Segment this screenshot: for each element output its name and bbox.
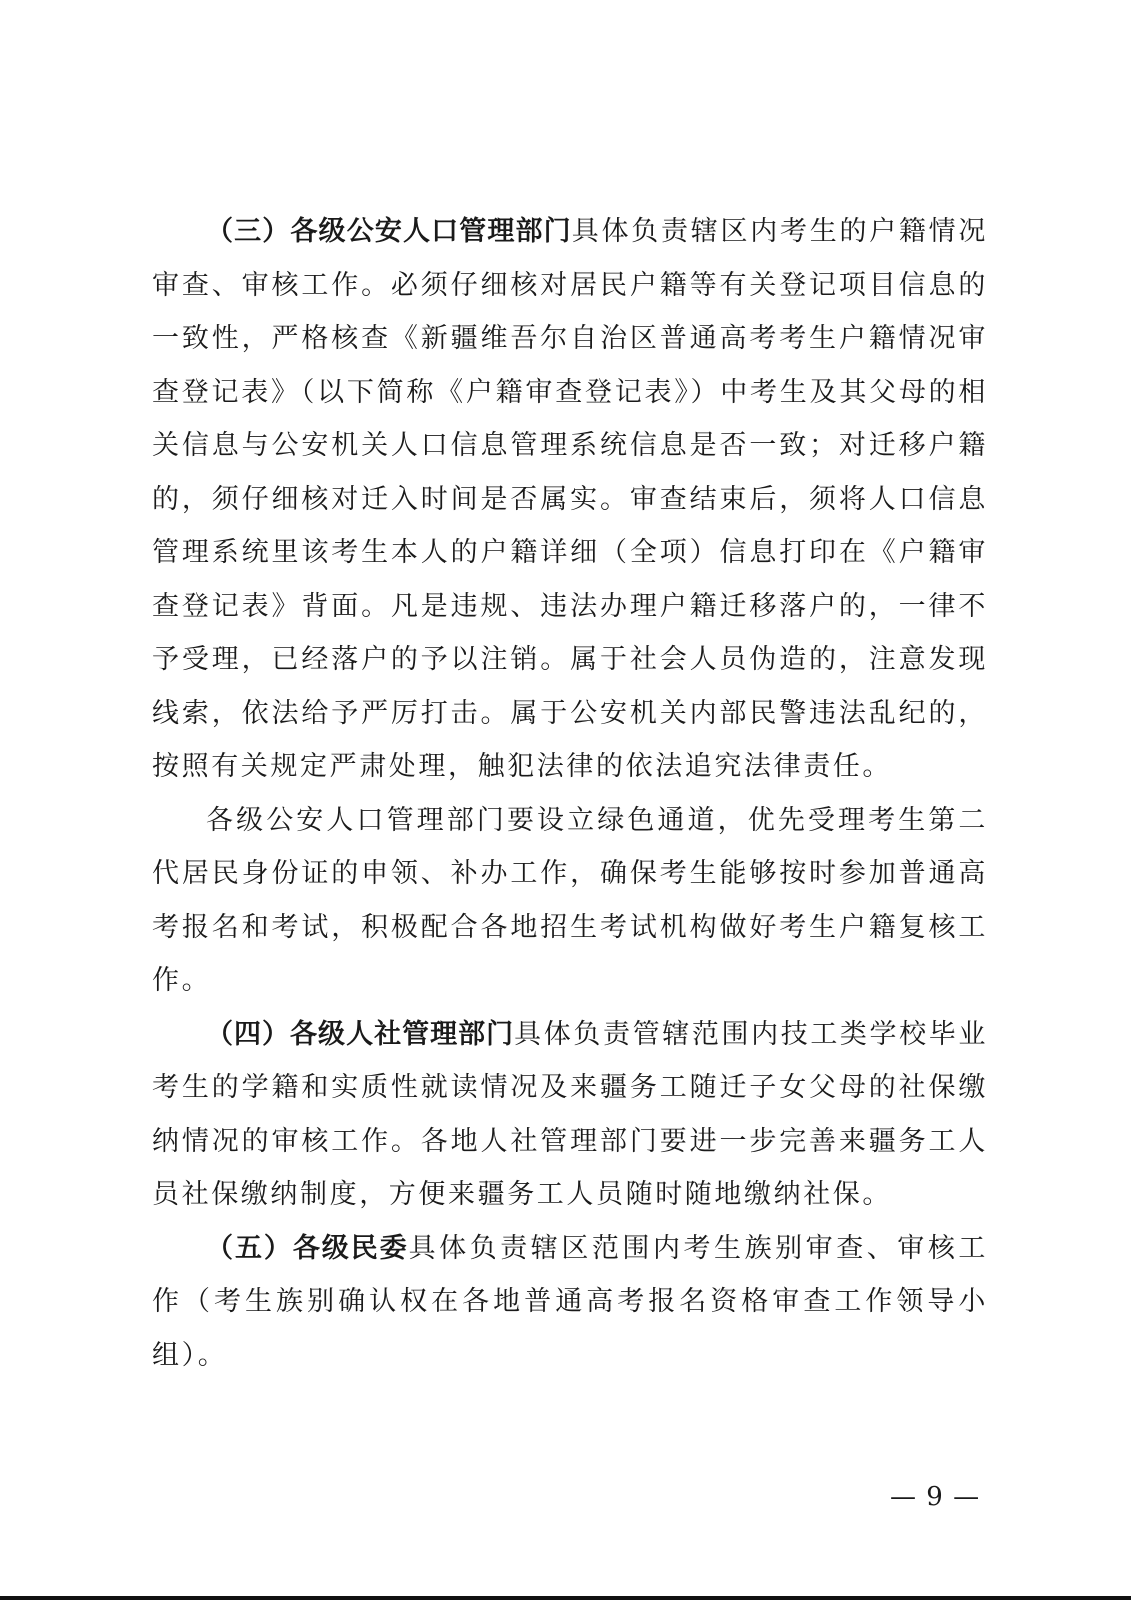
paragraph-text: 各级公安人口管理部门要设立绿色通道，优先受理考生第二代居民身份证的申领、补办工作，确保考生能够按时参加普通高考报名和考试，积极配合各地招生考试机构做好考生户籍复核工作。	[152, 804, 988, 996]
paragraph-text: 具体负责辖区内考生的户籍情况审查、审核工作。必须仔细核对居民户籍等有关登记项目信息的一致性，严格核查《新疆维吾尔自治区普通高考考生户籍情况审查登记表》（以下简称《户籍审查登记表》）中考生及其父母的相关信息与公安机关人口信息管理系统信息是否一致；对迁移户籍的，须仔细核对迁入时间是否属实。审查结束后，须将人口信息管理系统里该考生本人的户籍详细（全项）信息打印在《户籍审查登记表》背面。凡是违规、违法办理户籍迁移落户的，一律不予受理，已经落户的予以注销。属于社会人员伪造的，注意发现线索，依法给予严厉打击。属于公安机关内部民警违法乱纪的，按照有关规定严肃处理，触犯法律的依法追究法律责任。	[152, 216, 988, 782]
paragraph-text: 具体负责管辖范围内技工类学校毕业考生的学籍和实质性就读情况及来疆务工随迁子女父母的社保缴纳情况的审核工作。各地人社管理部门要进一步完善来疆务工人员社保缴纳制度，方便来疆务工人员随时随地缴纳社保。	[152, 1018, 988, 1210]
section-heading-4: （四）各级人社管理部门	[206, 1018, 515, 1050]
document-body	[152, 205, 988, 1382]
section-heading-3: （三）各级公安人口管理部门	[206, 216, 572, 247]
paragraph-text: 具体负责辖区范围内考生族别审查、审核工作（考生族别确认权在各地普通高考报名资格审查工作领导小组）。	[152, 1232, 988, 1371]
page-number: — 9 —	[890, 1482, 981, 1512]
bottom-border-line	[0, 1596, 1131, 1600]
paragraph-human-resources	[152, 1008, 988, 1222]
paragraph-green-channel	[152, 794, 988, 1008]
section-heading-5: （五）各级民委	[206, 1232, 409, 1264]
paragraph-public-security	[152, 205, 988, 794]
paragraph-ethnic-affairs	[152, 1222, 988, 1383]
